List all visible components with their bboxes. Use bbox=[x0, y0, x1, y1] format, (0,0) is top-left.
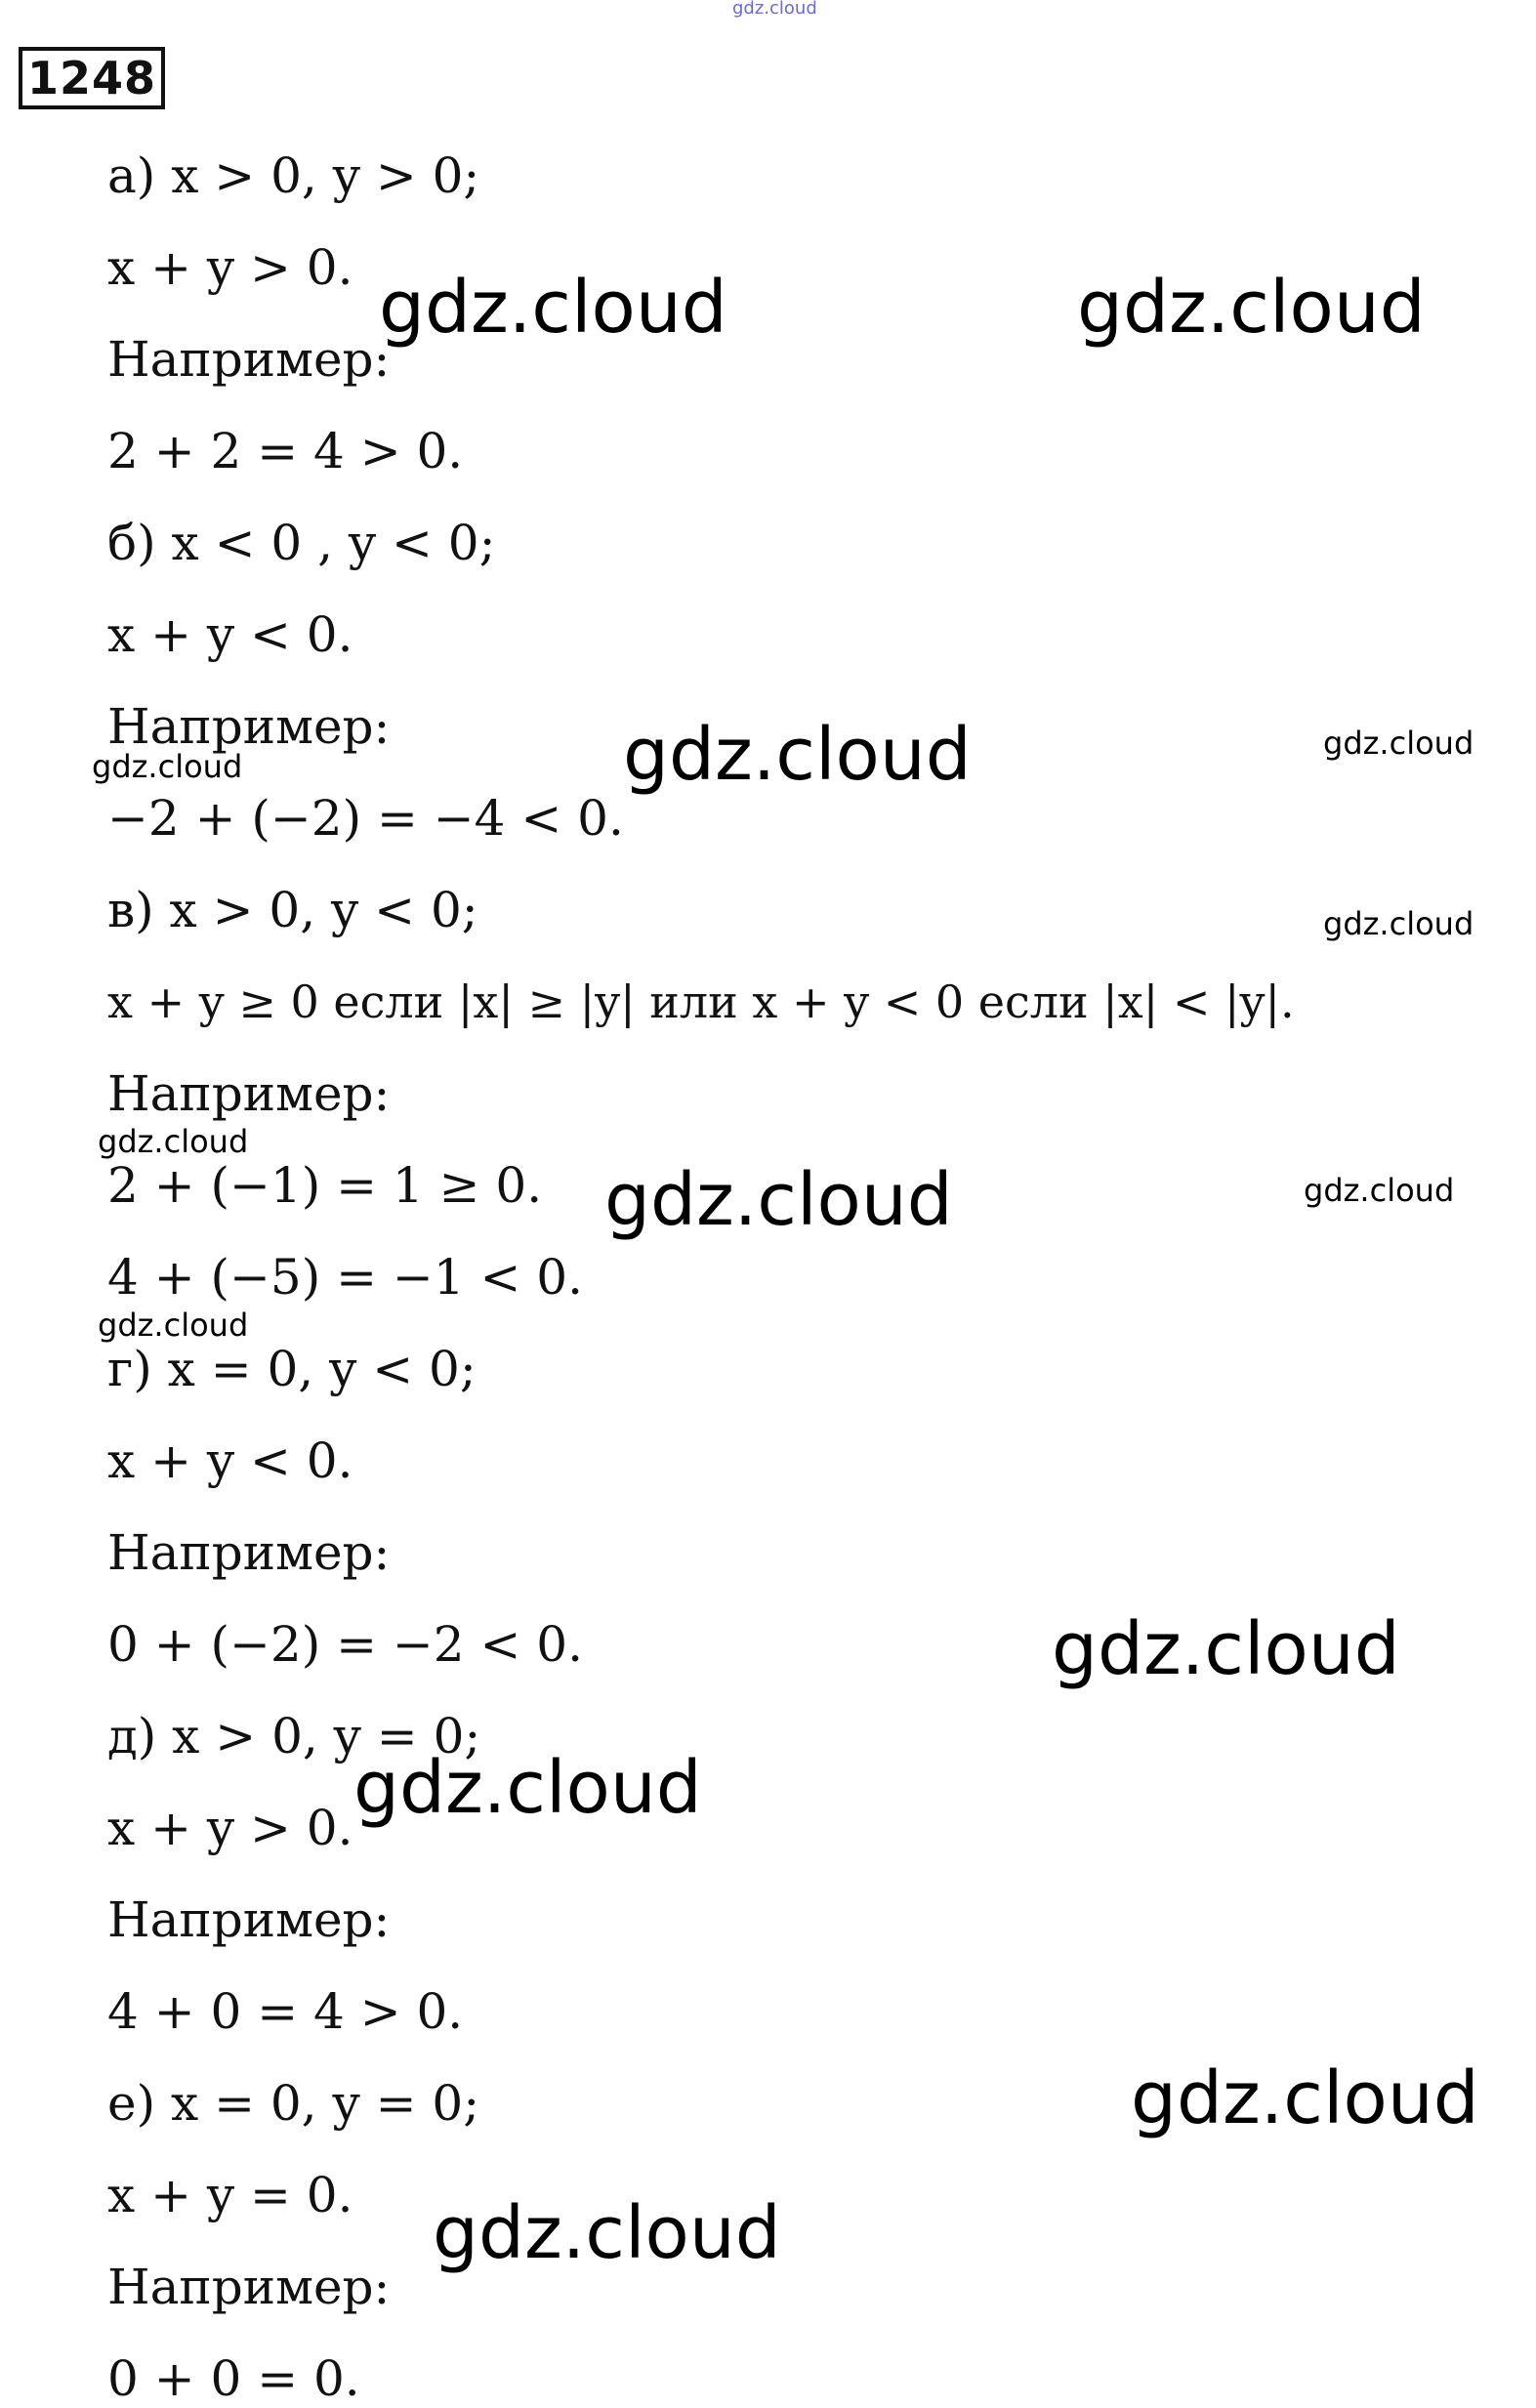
solution-line: д) x > 0, y = 0; bbox=[107, 1708, 481, 1764]
solution-line: x + y = 0. bbox=[107, 2167, 353, 2223]
solution-line: Например: bbox=[107, 1524, 391, 1581]
solution-line: Например: bbox=[107, 1891, 391, 1948]
solution-line: 0 + (−2) = −2 < 0. bbox=[107, 1616, 583, 1673]
solution-line: x + y ≥ 0 если |x| ≥ |y| или x + y < 0 если |x| < |y|. bbox=[107, 976, 1295, 1028]
watermark: gdz.cloud bbox=[1323, 725, 1474, 762]
watermark: gdz.cloud bbox=[623, 713, 972, 797]
solution-line: Например: bbox=[107, 331, 391, 388]
watermark: gdz.cloud bbox=[1323, 905, 1474, 942]
solution-line: а) x > 0, y > 0; bbox=[107, 147, 480, 204]
solution-line: −2 + (−2) = −4 < 0. bbox=[107, 790, 624, 847]
solution-line: 4 + (−5) = −1 < 0. bbox=[107, 1249, 583, 1306]
watermark: gdz.cloud bbox=[433, 2191, 781, 2275]
solution-line: 4 + 0 = 4 > 0. bbox=[107, 1983, 464, 2040]
watermark: gdz.cloud bbox=[604, 1158, 953, 1242]
problem-number: 1248 bbox=[19, 47, 165, 109]
watermark: gdz.cloud bbox=[98, 1123, 249, 1160]
watermark: gdz.cloud bbox=[1131, 2056, 1479, 2140]
solution-line: г) x = 0, y < 0; bbox=[107, 1341, 477, 1397]
solution-line: x + y > 0. bbox=[107, 1800, 353, 1856]
watermark: gdz.cloud bbox=[1052, 1607, 1400, 1691]
solution-line: 2 + (−1) = 1 ≥ 0. bbox=[107, 1157, 543, 1214]
watermark: gdz.cloud bbox=[1304, 1172, 1455, 1209]
solution-line: Например: bbox=[107, 2259, 391, 2315]
solution-line: б) x < 0 , y < 0; bbox=[107, 515, 496, 571]
solution-line: x + y > 0. bbox=[107, 239, 353, 296]
solution-line: x + y < 0. bbox=[107, 606, 353, 663]
watermark: gdz.cloud bbox=[353, 1746, 702, 1830]
solution-line: е) x = 0, y = 0; bbox=[107, 2075, 480, 2132]
solution-line: Например: bbox=[107, 1065, 391, 1122]
watermark: gdz.cloud bbox=[1077, 266, 1426, 350]
solution-line: в) x > 0, y < 0; bbox=[107, 882, 478, 938]
solution-line: Например: bbox=[107, 698, 391, 755]
watermark: gdz.cloud bbox=[92, 748, 243, 785]
watermark: gdz.cloud bbox=[732, 0, 817, 19]
watermark: gdz.cloud bbox=[98, 1307, 249, 1344]
solution-line: 0 + 0 = 0. bbox=[107, 2350, 360, 2407]
watermark: gdz.cloud bbox=[379, 266, 727, 350]
solution-line: x + y < 0. bbox=[107, 1432, 353, 1489]
solution-line: 2 + 2 = 4 > 0. bbox=[107, 423, 464, 479]
